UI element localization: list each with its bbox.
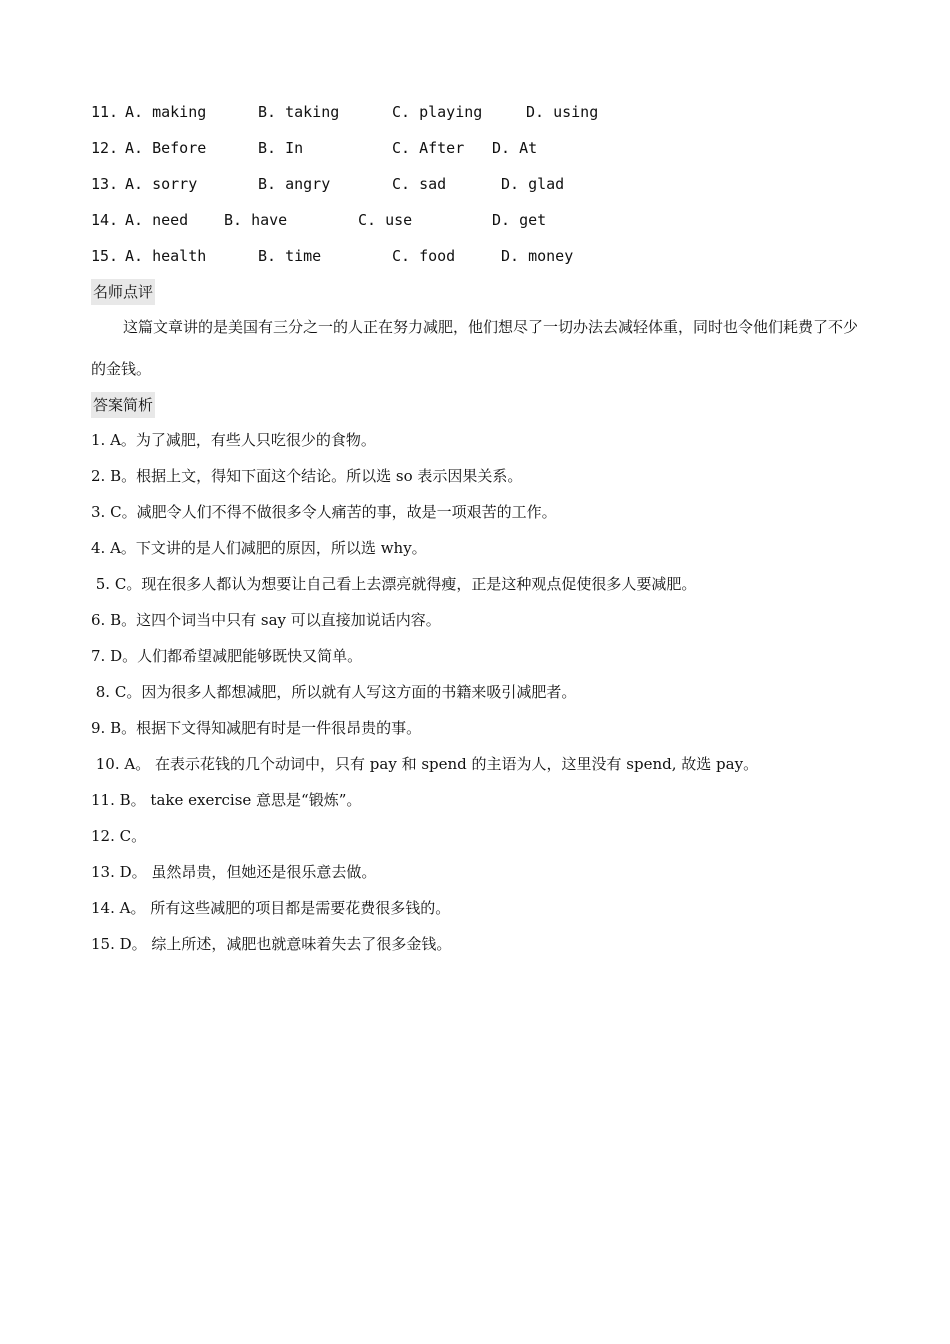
- answer-text: A。下文讲的是人们减肥的原因，所以选 why。: [110, 539, 427, 557]
- answer-item: [91, 788, 361, 812]
- answer-item: [91, 716, 421, 740]
- teacher-comment-heading: 名师点评: [91, 279, 155, 305]
- option-a: A. Before: [125, 139, 207, 157]
- answer-item: [91, 932, 451, 956]
- answer-number: 6.: [91, 611, 111, 629]
- answer-item: [91, 464, 522, 488]
- answer-text: D。人们都希望减肥能够既快又简单。: [110, 647, 363, 665]
- answer-number: 13.: [91, 863, 120, 881]
- option-c: C. After: [392, 139, 465, 157]
- option-c: C. playing: [392, 103, 483, 121]
- answer-text: B。根据上文，得知下面这个结论。所以选 so 表示因果关系。: [110, 467, 523, 485]
- answer-item: [91, 824, 146, 848]
- answer-item: [91, 752, 758, 776]
- teacher-comment-text: 这篇文章讲的是美国有三分之一的人正在努力减肥，他们想尽了一切办法去减轻体重，同时也令他们耗费了不少的金钱。: [91, 318, 859, 378]
- option-d: D. get: [492, 211, 547, 229]
- question-number: 15.: [91, 247, 119, 265]
- option-c: C. use: [358, 211, 413, 229]
- answer-number: 10.: [91, 755, 125, 773]
- option-b: B. In: [258, 139, 304, 157]
- option-b: B. time: [258, 247, 322, 265]
- answer-number: 15.: [91, 935, 120, 953]
- answer-text: B。根据下文得知减肥有时是一件很昂贵的事。: [110, 719, 422, 737]
- answer-item: [91, 428, 376, 452]
- answer-text: B。 take exercise 意思是“锻炼”。: [119, 791, 362, 809]
- option-a: A. making: [125, 103, 207, 121]
- option-d: D. glad: [501, 175, 565, 193]
- option-b: B. taking: [258, 103, 340, 121]
- question-number: 12.: [91, 139, 119, 157]
- option-a: A. need: [125, 211, 189, 229]
- option-a: A. health: [125, 247, 207, 265]
- answer-text: D。 综上所述，减肥也就意味着失去了很多金钱。: [119, 935, 452, 953]
- answer-text: A。 所有这些减肥的项目都是需要花费很多钱的。: [119, 899, 451, 917]
- option-a: A. sorry: [125, 175, 198, 193]
- option-b: B. have: [224, 211, 288, 229]
- answer-item: [91, 500, 557, 524]
- answer-number: 14.: [91, 899, 120, 917]
- answer-item: [91, 536, 427, 560]
- answer-item: [91, 572, 696, 596]
- option-d: D. using: [526, 103, 599, 121]
- answer-item: [91, 680, 576, 704]
- answer-text: C。现在很多人都认为想要让自己看上去漂亮就得瘦，正是这种观点促使很多人要减肥。: [114, 575, 697, 593]
- answer-number: 11.: [91, 791, 120, 809]
- option-d: D. At: [492, 139, 538, 157]
- answer-item: [91, 644, 362, 668]
- answer-number: 1.: [91, 431, 111, 449]
- option-c: C. sad: [392, 175, 447, 193]
- answer-text: D。 虽然昂贵，但她还是很乐意去做。: [119, 863, 377, 881]
- answer-text: C。: [119, 827, 147, 845]
- answer-text: C。因为很多人都想减肥，所以就有人写这方面的书籍来吸引减肥者。: [114, 683, 577, 701]
- answer-number: 5.: [91, 575, 115, 593]
- answer-text: A。 在表示花钱的几个动词中，只有 pay 和 spend 的主语为人，这里没有 spend, 故选 pay。: [124, 755, 759, 773]
- answer-text: A。为了减肥，有些人只吃很少的食物。: [110, 431, 376, 449]
- answer-text: C。减肥令人们不得不做很多令人痛苦的事，故是一项艰苦的工作。: [110, 503, 557, 521]
- answer-number: 7.: [91, 647, 111, 665]
- answer-item: [91, 896, 450, 920]
- answer-number: 3.: [91, 503, 111, 521]
- option-d: D. money: [501, 247, 574, 265]
- question-number: 14.: [91, 211, 119, 229]
- option-c: C. food: [392, 247, 456, 265]
- option-b: B. angry: [258, 175, 331, 193]
- question-number: 11.: [91, 103, 119, 121]
- answer-number: 2.: [91, 467, 111, 485]
- answer-number: 8.: [91, 683, 115, 701]
- answer-text: B。这四个词当中只有 say 可以直接加说话内容。: [110, 611, 441, 629]
- answer-item: [91, 860, 376, 884]
- answer-number: 9.: [91, 719, 111, 737]
- answer-number: 4.: [91, 539, 111, 557]
- answer-item: [91, 608, 441, 632]
- question-number: 13.: [91, 175, 119, 193]
- answers-heading: 答案简析: [91, 392, 155, 418]
- answer-number: 12.: [91, 827, 120, 845]
